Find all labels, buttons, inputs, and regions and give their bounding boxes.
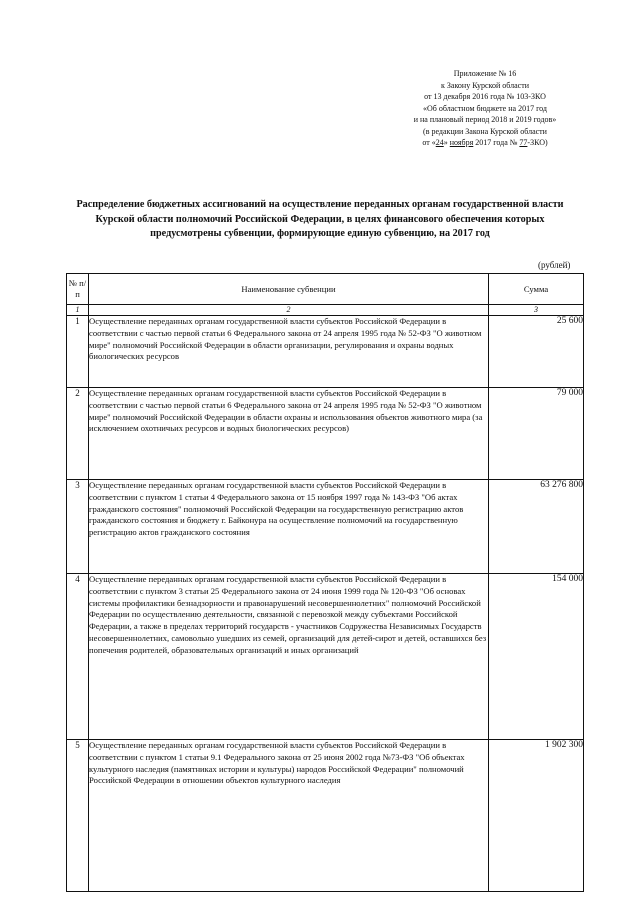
row-num: 1 [67, 316, 89, 388]
index-sum: 3 [489, 305, 584, 316]
row-name: Осуществление переданных органам государственной власти субъектов Российской Федерации в соответствии с частью первой статьи 6 Федерального закона от 24 апреля 1995 года № 52-ФЗ "О животном мире" полномочий Российской Федерации в области охраны и использования объектов животного мира (за исключением охотничьих ресурсов и водных биологических ресурсов) [89, 388, 489, 480]
table-row [67, 316, 584, 388]
row-name: Осуществление переданных органам государственной власти субъектов Российской Федерации в соответствии с частью первой статьи 6 Федерального закона от 24 апреля 1995 года № 52-ФЗ "О животном мире" полномочий Российской Федерации в области организации, регулирования и охраны водных биологических ресурсов [89, 316, 489, 388]
row-sum: 63 276 800 [489, 480, 584, 574]
units-label: (рублей) [538, 260, 571, 270]
row-name: Осуществление переданных органам государственной власти субъектов Российской Федерации в соответствии с пунктом 1 статьи 4 Федерального закона от 15 ноября 1997 года № 143-ФЗ "Об актах гражданского состояния" полномочий Российской Федерации на государственную регистрацию актов гражданского состояния и бюджету г. Байконура на осуществление полномочий на государственную регистрацию актов гражданского состояния [89, 480, 489, 574]
row-name: Осуществление переданных органам государственной власти субъектов Российской Федерации в соответствии с пунктом 3 статьи 25 Федерального закона от 24 июня 1999 года № 120-ФЗ "Об основах системы профилактики безнадзорности и правонарушений несовершеннолетних" полномочий Российской Федерации по осуществлению деятельности, связанной с перевозкой между субъектами Российской Федерации, а также в пределах территорий государств - участников Содружества Независимых Государств несовершеннолетних, самовольно ушедших из семей, организаций для детей-сирот и детей, оставшихся без попечения родителей, образовательных организаций и иных организаций [89, 574, 489, 740]
row-num: 3 [67, 480, 89, 574]
appendix-law-title-1: «Об областном бюджете на 2017 год [423, 103, 547, 113]
row-sum: 25 600 [489, 316, 584, 388]
revision-month: ноября [449, 138, 474, 147]
header-name: Наименование субвенции [89, 274, 489, 305]
appendix-revision: (в редакции Закона Курской области [423, 126, 547, 136]
row-sum: 154 000 [489, 574, 584, 740]
document-title: Распределение бюджетных ассигнований на осуществление переданных органам государственной власти Курской области полномочий Российской Федерации, в целях финансового обеспечения которых предусмотрены субвенции, формирующие единую субвенцию, на 2017 год [76, 199, 564, 239]
appendix-law-date: от 13 декабря 2016 года № 103-ЗКО [424, 92, 546, 101]
row-num: 5 [67, 740, 89, 892]
revision-sep1: » [443, 138, 450, 147]
row-name: Осуществление переданных органам государственной власти субъектов Российской Федерации в соответствии с пунктом 1 статьи 9.1 Федерального закона от 25 июня 2002 года №73-ФЗ "Об объектах культурного наследия (памятниках истории и культуры) народов Российской Федерации" полномочий Российской Федерации в отношении объектов культурного наследия [89, 740, 489, 892]
table-row [67, 480, 584, 574]
appendix-revision-date [380, 137, 590, 149]
table-row [67, 740, 584, 892]
header-num: № п/п [67, 274, 89, 305]
revision-day: 24 [435, 138, 444, 147]
row-num: 2 [67, 388, 89, 480]
appendix-law-title-2: и на плановый период 2018 и 2019 годов» [413, 115, 557, 124]
revision-number: 77 [519, 138, 528, 147]
appendix-law-ref: к Закону Курской области [441, 80, 529, 90]
revision-sep2: 2017 года № [473, 138, 520, 147]
row-sum: 1 902 300 [489, 740, 584, 892]
table-row [67, 574, 584, 740]
header-sum: Сумма [489, 274, 584, 305]
subventions-table [66, 273, 584, 892]
table-row [67, 388, 584, 480]
row-num: 4 [67, 574, 89, 740]
appendix-note [380, 68, 590, 149]
index-name: 2 [89, 305, 489, 316]
index-num: 1 [67, 305, 89, 316]
table-index-row [67, 305, 584, 316]
revision-prefix: от « [422, 138, 436, 147]
row-sum: 79 000 [489, 388, 584, 480]
appendix-number: Приложение № 16 [453, 69, 517, 78]
table-header-row [67, 274, 584, 305]
revision-suffix: -ЗКО) [527, 138, 548, 147]
